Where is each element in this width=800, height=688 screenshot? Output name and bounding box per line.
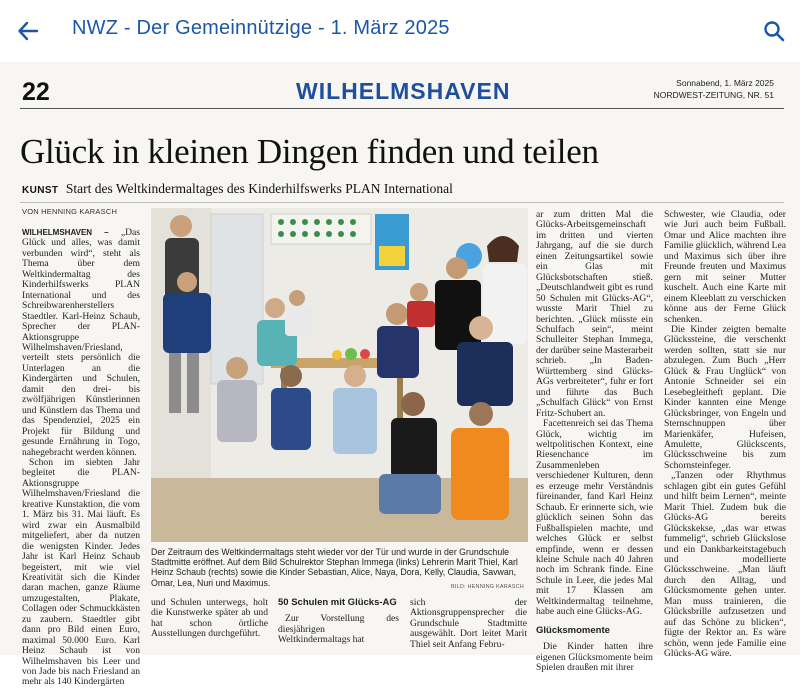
article-subline <box>22 181 453 197</box>
paragraph <box>22 228 140 458</box>
search-icon <box>763 20 785 42</box>
subheading: Glücksmomente <box>536 624 610 636</box>
paragraph: Schwester, wie Claudia, oder wie Juri auch beim Fußball. Omar und Alice machten ihre Familie glücklich, während Lea und Maximus sich über ihre Freunde freuten und Maximus gern mit seiner Mutter kuschelt. Auch eine Karte mit einem Kleeblatt zu verschicken könne aus der Ferne Glück schenken. <box>664 209 787 325</box>
paragraph: Die Kinder hatten ihre eigenen Glücksmomente beim Spielen draußen mit ihrer <box>536 641 653 674</box>
article-headline: Glück in kleinen Dingen finden und teilen <box>20 132 599 171</box>
photo-caption: Der Zeitraum des Weltkindermaltags steht wieder vor der Tür und wurde in der Grundschule Stadtmitte eröffnet. Auf dem Bild Schulrektor Stephan Immega (links) Lehrerin Marit Thiel, Karl Heinz Schaub (rechts) sowie die Kinder Sebastian, Alice, Naya, Dora, Kelly, Claudia, Savwan, Omar, Lea, Nuri und Maximus. <box>151 547 518 588</box>
arrow-left-icon <box>17 20 39 42</box>
dateline <box>654 77 774 101</box>
subline-divider <box>20 202 784 203</box>
paragraph: Facettenreich sei das Thema Glück, wichtig im weltpolitischen Kontext, eine Riesenchance im Zusammenleben verschiedener Kulturen, denn es erzeuge mehr Verständnis füreinander, fand Karl Heinz Schaub. Er erinnerte sich, wie glücklich seinen Sohn das Fußballspielen machte, und welches Glück er selbst empfinde, wenn er dessen kleine Schule nach 40 Jahren noch im Schrank finde. Eine Schule in Leer, die jedes Mal mit 17 Klassen am Weltkindermaltag teilnehme, habe auch eine Glücks-AG. <box>536 418 653 618</box>
article-column-3 <box>278 598 399 654</box>
paragraph-text: „Das Glück und alles, was damit verbunden wird“, steht als Thema über dem Weltkindermaltag des Kinderhilfswerks PLAN International und des Schreibwarenherstellers Staedtler. Karl-Heinz Schaub, Sprecher der PLAN-Aktionsgruppe Wilhelmshaven/Friesland, verteilt stets persönlich die Unterlagen an die Kindergärten und Schulen, damit den drei- bis zwölfjährigen Künstlerinnen und Künstlern das Thema und das Spendenziel, 2025 ein Projekt für Bildung und gesunde Ernährung in Togo, nahegebracht werden können. <box>22 227 140 458</box>
article-column-6 <box>664 209 787 660</box>
app-bar <box>0 0 800 62</box>
subheading: 50 Schulen mit Glücks-AG <box>278 597 397 608</box>
newspaper-page[interactable] <box>0 62 800 688</box>
dateline-lead: WILHELMSHAVEN – <box>22 228 109 237</box>
search-button[interactable] <box>760 17 788 45</box>
article-byline: VON HENNING KARASCH <box>22 207 118 216</box>
article-photo[interactable] <box>151 208 528 542</box>
paragraph: und Schulen unterwegs, holt die Kunstwerke später ab und hat schon örtliche Ausstellungen durchgeführt. <box>151 597 268 640</box>
issue-date: Sonnabend, 1. März 2025 <box>676 78 774 88</box>
paragraph: „Tanzen oder Rhythmus schlagen gibt ein gutes Gefühl und hilft beim Lernen“, meinte Marit Thiel. Zudem buk die Glücks-AG bereits Glückskekse, „das war etwas fummelig“, schrieb Glückslose und ein Dankbarkeitstagebuch und modellierte Glücksschweine. „Man läuft durch den Alltag, und Glücksmomente gehen unter. Man muss trainieren, die Glücksbrille aufzusetzen und auf das Schöne zu blicken“, fügte der Rektor an. Es wäre schön, wenn jede Familie eine Glücks-AG wäre. <box>664 470 786 660</box>
page-number: 22 <box>22 78 50 106</box>
article-column-4 <box>410 598 527 654</box>
article-kicker: KUNST <box>22 185 59 196</box>
paragraph: Zur Vorstellung des diesjährigen Weltkindermaltags hat <box>278 613 399 646</box>
photo-credit: BILD: HENNING KARASCH <box>451 584 524 590</box>
paragraph: sich der Aktionsgruppensprecher die Grundschule Stadtmitte ausgewählt. Dort leitet Marit Thiel seit Anfang Febru- <box>410 597 527 650</box>
article-subtitle: Start des Weltkindermaltages des Kinderhilfswerks PLAN International <box>65 181 453 196</box>
section-title: WILHELMSHAVEN <box>296 78 511 104</box>
article-column-5 <box>536 209 653 674</box>
article-column-1 <box>22 227 140 688</box>
app-title: NWZ - Der Gemeinnützige - 1. März 2025 <box>72 17 450 39</box>
issue-number: NORDWEST-ZEITUNG, NR. 51 <box>653 90 774 100</box>
group-photo-image <box>151 208 528 542</box>
back-button[interactable] <box>14 17 42 45</box>
paragraph: ar zum dritten Mal die Glücks-Arbeitsgemeinschaft im dritten und vierten Jahrgang, auf die sie durch einen Zeitungsartikel sowie ein Glas mit Glücksbotschaften stieß. „Deutschlandweit gibt es rund 50 Schulen mit Glücks-AG“, wusste Marit Thiel zu berichten. „Glück müsste ein Schulfach sein“, meint Schulleiter Stephan Immega, der darüber seine Masterarbeit schrieb. „In Baden-Württemberg sind Glücks-AGs verbreiteter“, fuhr er fort und führte das Buch „Schulfach Glück“ von Ernst Fritz-Schubert an. <box>536 209 653 419</box>
paragraph: Schon im siebten Jahr begleitet die PLAN-Aktionsgruppe Wilhelmshaven/Friesland die kreative Kunstaktion, die vom 1. März bis 31. Mai läuft. Es wird zwar ein Ausmalbild mitgeliefert, aber da nutzen die wenigsten Kinder. Jedes Jahr ist Karl Heinz Schaub begeistert, mit wie viel Kreativität sich die Kinder daran machen, ganze Räume umzugestalten, Plakate, Collagen oder Schmuckkästen zu zaubern. Staedtler gibt dann pro Bild einen Euro, maximal 50.000 Euro. Karl Heinz Schaub ist von Wilhelmshaven bis Leer und von Jade bis nach Friesland an mehr als 140 Kindergärten <box>22 456 140 688</box>
header-divider <box>20 108 784 109</box>
article-column-2 <box>151 598 268 654</box>
paragraph: Die Kinder zeigten bemalte Glückssteine, die verschenkt werden sollten, statt sie nur abzulegen. Zum Buch „Herr Glück & Frau Unglück“ von Antonie Schneider sei ein Lesebegleitheft geplant. Die Kinder kannten eine Menge Glücksbringer, von Engeln und Sternschnuppen über Marienkäfer, Hufeisen, Amulette, Glückscents, Glücksschweine bis zum Schornsteinfeger. <box>664 323 786 471</box>
